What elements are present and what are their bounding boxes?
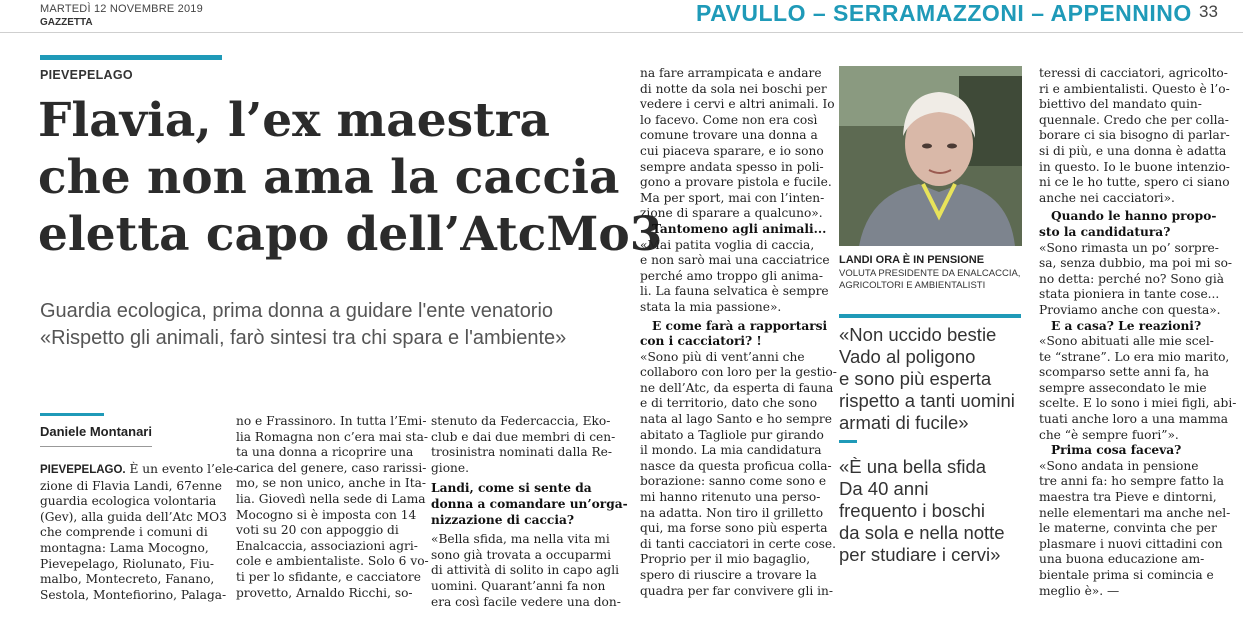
interview-question: donna a comandare un’orga- — [431, 496, 628, 511]
body-line — [40, 462, 238, 479]
body-line: uomini. Quarant’anni fa non — [431, 578, 606, 593]
photo-caption — [839, 268, 1022, 292]
body-line: che “è sempre fuori”». — [1039, 427, 1179, 442]
body-line: e non sarò mai una cacciatrice — [640, 253, 830, 268]
body-line: na fare arrampicata e andare — [640, 66, 822, 80]
body-line: club e dai due membri di cen- — [431, 429, 616, 444]
body-line: bientale prima si comincia e — [1039, 568, 1214, 582]
body-line: voti su 20 con appoggio di — [236, 523, 399, 538]
dateline: PIEVEPELAGO. — [40, 464, 126, 476]
body-line: in questo. Io le buone intenzio- — [1039, 159, 1230, 174]
body-line: ne dell’Atc, da esperta di fauna — [640, 380, 834, 395]
body-line: no e Frassinoro. In tutta l’Emi- — [236, 414, 427, 428]
body-line: sempre assecondato le mie — [1039, 380, 1207, 395]
pull-quote-line: Vado al poligono — [839, 346, 976, 367]
body-line: stata pioniera in tante cose... — [1039, 287, 1220, 302]
headline-line: che non ama la caccia — [38, 150, 620, 205]
pull-quote-accent-bar — [839, 314, 1021, 318]
body-line: Ma per sport, mai con l’inten- — [640, 190, 825, 205]
header-divider — [0, 32, 1243, 33]
article-headline — [38, 92, 663, 263]
page-number: 33 — [1199, 2, 1218, 21]
article-author: Daniele Montanari — [40, 424, 152, 439]
body-line: «Sono rimasta un po’ sorpre- — [1039, 240, 1219, 255]
body-column-5 — [1039, 66, 1237, 599]
body-line: montagna: Lama Mocogno, — [40, 540, 209, 555]
section-title: PAVULLO – SERRAMAZZONI – APPENNINO — [696, 0, 1192, 26]
interview-question: sto la candidatura? — [1039, 224, 1171, 239]
body-line: di attività di solito in capo agli — [431, 563, 620, 578]
body-line: «Sono abituati alle mie scel- — [1039, 334, 1214, 349]
body-line: le materne, convinta che per — [1039, 521, 1217, 536]
body-line: plasmare i nuovi cittadini con — [1039, 536, 1223, 551]
pull-quote-2 — [839, 456, 1024, 566]
body-line: zione di sparare a qualcuno». — [640, 206, 823, 221]
body-line: e di territorio, dato che sono — [640, 396, 818, 411]
body-line: Sestola, Montefiorino, Palaga- — [40, 587, 227, 602]
pull-quote-line: per studiare i cervi» — [839, 544, 1001, 565]
body-line: «Bella sfida, ma nella vita mi — [431, 532, 610, 547]
body-line: nelle elementari ma anche nel- — [1039, 505, 1231, 520]
body-line: ni ce le ho tutte, spero ci siano — [1039, 175, 1230, 190]
newspaper-name: GAZZETTA — [40, 17, 93, 28]
interview-question: Tantomeno agli animali... — [652, 221, 827, 236]
body-column-2 — [236, 414, 429, 601]
body-line: qui, ma forse sono più esperta — [640, 521, 828, 536]
caption-line: AGRICOLTORI E AMBIENTALISTI — [839, 280, 986, 291]
headline-line: Flavia, l’ex maestra — [38, 93, 550, 148]
pull-quote-line: frequento i boschi — [839, 500, 986, 521]
body-line: biettivo del mandato quin- — [1039, 97, 1202, 112]
body-line: era così facile vedere una don- — [431, 594, 621, 609]
body-column-4 — [640, 66, 837, 599]
body-column-3 — [431, 414, 628, 610]
body-line: stata la mia passione». — [640, 299, 782, 314]
body-line: ti per lo sfidante, e cacciatore — [236, 569, 421, 584]
body-line: borare ci sia bisogno di parlar- — [1039, 128, 1230, 143]
body-line: «Sono più di vent’anni che — [640, 349, 805, 364]
body-line: trosinistra nominati dalla Re- — [431, 445, 613, 460]
body-line: di tanti cacciatori in certe cose. — [640, 536, 836, 551]
body-line: sempre andata spesso in poli- — [640, 159, 824, 174]
body-line: lia. Giovedì nella sede di Lama — [236, 491, 426, 506]
body-line: Mocogno si è imposta con 14 — [236, 507, 417, 522]
subhead-line: Guardia ecologica, prima donna a guidare l'ente venatorio — [40, 300, 554, 322]
body-line: tre anni fa: ho sempre fatto la — [1039, 474, 1225, 489]
body-line: maestra tra Pieve e dintorni, — [1039, 490, 1217, 505]
body-line: na adatta. Non tiro il grilletto — [640, 505, 824, 520]
kicker-accent-bar — [40, 55, 222, 60]
body-line: abitato a Tagliole pur girando — [640, 427, 824, 442]
body-line: Pievepelago, Riolunato, Fiu- — [40, 556, 215, 571]
body-line: Enalcaccia, associazioni agri- — [236, 538, 418, 553]
body-line: una buona educazione am- — [1039, 552, 1205, 567]
body-line: teressi di cacciatori, agricolto- — [1039, 66, 1228, 80]
body-line: tuati anche loro a una mamma — [1039, 412, 1229, 427]
body-line: nata al lago Santo e ho sempre — [640, 412, 832, 427]
body-column-1 — [40, 462, 238, 603]
interview-question: Prima cosa faceva? — [1051, 443, 1182, 458]
body-line: provetto, Arnaldo Ricchi, so- — [236, 585, 413, 600]
interview-question: E a casa? Le reazioni? — [1051, 318, 1202, 333]
body-line: te “strane”. Lo era mio marito, — [1039, 349, 1230, 364]
body-line: quennale. Credo che per colla- — [1039, 112, 1229, 127]
body-line: carica del genere, caso rarissi- — [236, 460, 427, 475]
body-line: malbo, Montecreto, Fanano, — [40, 572, 215, 587]
interview-question: E come farà a rapportarsi — [652, 318, 828, 333]
body-line: (Gev), alla guida dell’Atc MO3 — [40, 509, 227, 524]
body-line: cui piaceva sparare, e io sono — [640, 143, 824, 158]
body-line: mi hanno ritenuto una perso- — [640, 490, 821, 505]
body-line: gono a provare pistola e fucile. — [640, 175, 832, 190]
body-line: comune trovare una donna a — [640, 128, 818, 143]
body-line: mo, se non unico, anche in Ita- — [236, 476, 426, 491]
interview-question: nizzazione di caccia? — [431, 512, 574, 527]
interview-question: con i cacciatori? ! — [640, 334, 762, 349]
body-line: li. La fauna selvatica è sempre — [640, 284, 829, 299]
body-line: Proviamo anche con questa». — [1039, 302, 1221, 317]
body-line: si di più, e una donna è adatta — [1039, 143, 1227, 158]
body-line: vedere i cervi e altri animali. Io — [640, 97, 835, 112]
body-text: È un evento l’ele- — [125, 462, 238, 476]
pull-quote-line: «Non uccido bestie — [839, 324, 997, 345]
body-line: stenuto da Federcaccia, Eko- — [431, 414, 611, 428]
body-line: meglio è». — — [1039, 583, 1120, 598]
headline-line: eletta capo dell’AtcMo3 — [38, 207, 663, 262]
pull-quote-line: armati di fucile» — [839, 412, 969, 433]
body-line: scomparso sette anni fa, ha — [1039, 365, 1210, 380]
body-line: «Sono andata in pensione — [1039, 458, 1199, 473]
body-line: nasce da questa proficua colla- — [640, 458, 832, 473]
body-line: Proprio per il mio bagaglio, — [640, 552, 811, 567]
body-line: no detta: perché no? Sono già — [1039, 271, 1225, 286]
body-line: anche nei cacciatori». — [1039, 190, 1175, 205]
body-line: gione. — [431, 460, 469, 475]
body-line: collaboro con loro per la gestio- — [640, 365, 837, 380]
body-line: perché amo troppo gli anima- — [640, 268, 823, 283]
interview-question: Quando le hanno propo- — [1051, 209, 1217, 224]
body-line: lo facevo. Come non era così — [640, 112, 818, 127]
pull-quote-line: Da 40 anni — [839, 478, 929, 499]
body-line: di notte da sola nei boschi per — [640, 81, 827, 96]
body-line: quadra per far convivere gli in- — [640, 583, 834, 598]
body-line: ri e ambientalisti. Questo è l’o- — [1039, 81, 1230, 96]
body-line: «Mai patita voglia di caccia, — [640, 237, 815, 252]
author-accent-bar — [40, 413, 104, 416]
article-subhead — [40, 298, 630, 352]
portrait-photo — [839, 66, 1022, 246]
pull-quote-1 — [839, 324, 1024, 434]
body-line: borazione: sanno come sono e — [640, 474, 827, 489]
issue-date: MARTEDÌ 12 NOVEMBRE 2019 — [40, 3, 203, 15]
subhead-line: «Rispetto gli animali, farò sintesi tra chi spara e l'ambiente» — [40, 327, 567, 349]
body-line: guardia ecologica volontaria — [40, 494, 217, 509]
body-line: il mondo. La mia candidatura — [640, 443, 822, 458]
body-line: spero di riuscire a trovare la — [640, 568, 817, 582]
body-line: che comprende i comuni di — [40, 525, 208, 540]
interview-question: Landi, come si sente da — [431, 481, 592, 496]
portrait-illustration — [839, 66, 1022, 246]
pull-quote-line: da sola e nella notte — [839, 522, 1005, 543]
body-line: cole e ambientaliste. Solo 6 vo- — [236, 554, 429, 569]
photo-caption-title: LANDI ORA È IN PENSIONE — [839, 254, 985, 266]
article-kicker: PIEVEPELAGO — [40, 68, 133, 82]
caption-line: VOLUTA PRESIDENTE DA ENALCACCIA, — [839, 268, 1021, 279]
pull-quote-line: rispetto a tanti uomini — [839, 390, 1015, 411]
body-line: lia Romagna non c’era mai sta- — [236, 429, 428, 444]
body-line: sono già trovata a occuparmi — [431, 547, 612, 562]
body-line: sa, senza dubbio, ma poi mi so- — [1039, 256, 1233, 271]
body-line: scelte. E lo sono i miei figli, abi- — [1039, 396, 1237, 411]
pull-quote-line: «È una bella sfida — [839, 456, 987, 477]
author-divider — [40, 446, 152, 447]
body-line: ta una donna a ricoprire una — [236, 445, 414, 460]
pull-quote-separator — [839, 440, 857, 443]
body-line: zione di Flavia Landi, 67enne — [40, 478, 222, 493]
pull-quote-line: e sono più esperta — [839, 368, 992, 389]
